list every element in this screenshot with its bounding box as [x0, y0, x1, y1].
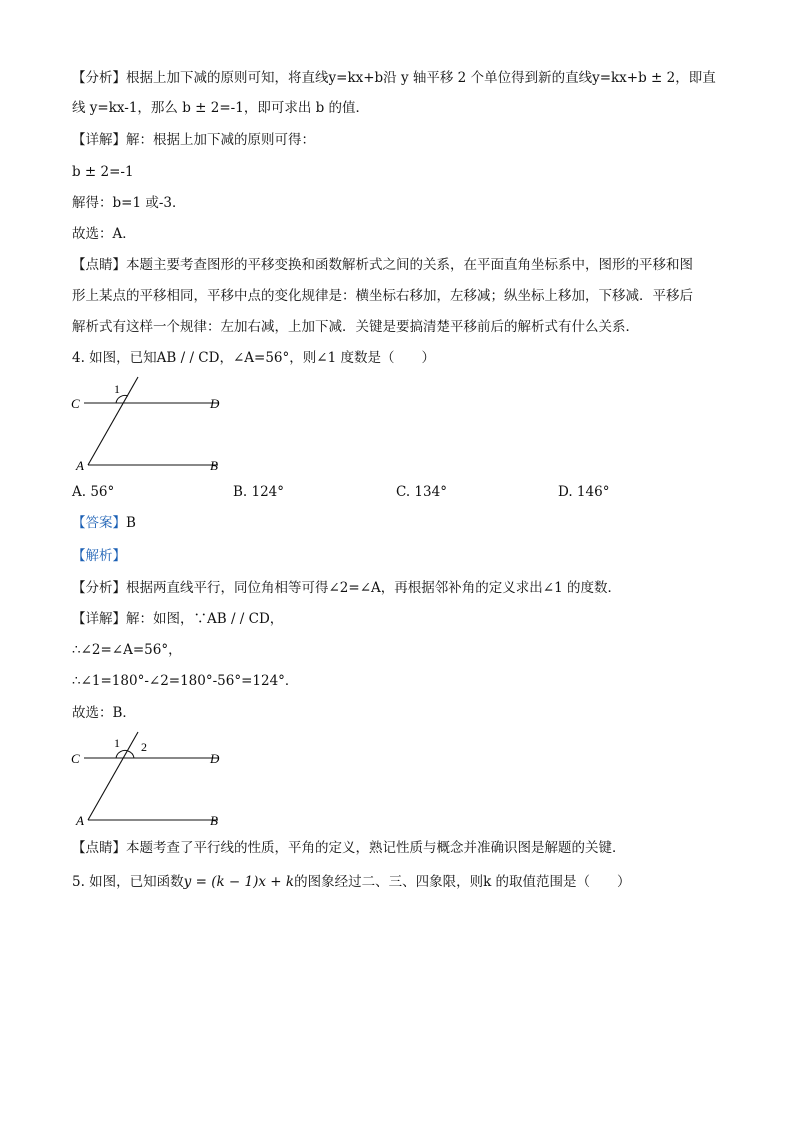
prev-choice: 故选：A． [72, 226, 136, 242]
label-angle1-2: 1 [114, 736, 120, 750]
q4-analysis-line: 【分析】根据两直线平行，同位角相等可得∠2=∠A，再根据邻补角的定义求出∠1 的度数． [72, 580, 621, 596]
label-d: D [210, 396, 220, 411]
explain-label: 【解析】 [72, 548, 126, 564]
transversal [88, 377, 138, 465]
prev-solution: 解得：b=1 或-3． [72, 195, 186, 211]
answer-value: B [126, 515, 136, 531]
q4-analysis-label: 【分析】 [72, 580, 126, 596]
label-a-2: A [76, 813, 84, 828]
label-a: A [76, 458, 84, 473]
comment-label: 【点睛】 [72, 257, 126, 273]
question4-solution-figure [68, 727, 238, 832]
angle2-arc [128, 751, 134, 758]
transversal-2 [88, 732, 138, 820]
prev-analysis-line2: 线 y=kx-1，那么 b ± 2=-1，即可求出 b 的值． [72, 100, 370, 116]
option-c: C. 134° [396, 484, 447, 500]
q4-detail-label: 【详解】 [72, 611, 126, 627]
detail-label: 【详解】 [72, 132, 126, 148]
q4-step1: ∴∠2=∠A=56°， [72, 642, 182, 658]
analysis-label: 【分析】 [72, 70, 126, 86]
label-angle2: 2 [141, 740, 147, 754]
question5-formula: y = (k − 1)x + k [183, 874, 295, 890]
answer-label: 【答案】 [72, 515, 126, 531]
prev-comment-line2: 形上某点的平移相同，平移中点的变化规律是：横坐标右移加，左移减；纵坐标上移加，下移减．平移后 [72, 288, 693, 304]
prev-detail-line: 【详解】解：根据上加下减的原则可得： [72, 132, 315, 148]
label-angle1: 1 [114, 382, 120, 396]
q4-comment-line: 【点睛】本题考查了平行线的性质，平角的定义，熟记性质与概念并准确识图是解题的关键． [72, 840, 626, 856]
label-b: B [210, 458, 218, 473]
q4-step2: ∴∠1=180°-∠2=180°-56°=124°． [72, 673, 299, 689]
prev-comment-line1: 【点睛】本题主要考查图形的平移变换和函数解析式之间的关系，在平面直角坐标系中，图形的平移和图 [72, 257, 693, 273]
angle1-arc [116, 395, 128, 403]
option-d: D. 146° [558, 484, 610, 500]
option-b: B. 124° [233, 484, 285, 500]
label-b-2: B [210, 813, 218, 828]
answer-line [72, 513, 136, 533]
q4-detail-line: 【详解】解：如图，∵AB / / CD， [72, 611, 284, 627]
question4-stem: 4. 如图，已知AB / / CD，∠A=56°，则∠1 度数是（ ） [72, 350, 435, 366]
prev-equation: b ± 2=-1 [72, 164, 134, 180]
label-c: C [71, 396, 80, 411]
label-d-2: D [210, 751, 220, 766]
question4-figure [68, 372, 238, 477]
prev-comment-line3: 解析式有这样一个规律：左加右减，上加下减．关键是要搞清楚平移前后的解析式有什么关系． [72, 319, 639, 335]
option-a: A. 56° [72, 484, 115, 500]
angle1-arc-2 [116, 750, 128, 758]
prev-analysis-line1: 【分析】根据上加下减的原则可知，将直线y=kx+b沿 y 轴平移 2 个单位得到新的直线y=kx+b ± 2，即直 [72, 70, 716, 86]
label-c-2: C [71, 751, 80, 766]
q4-choice: 故选：B． [72, 705, 136, 721]
question5-stem: 5. 如图，已知函数y = (k − 1)x + k的图象经过二、三、四象限，则k 的取值范围是（ ） [72, 874, 631, 890]
q4-comment-label: 【点睛】 [72, 840, 126, 856]
